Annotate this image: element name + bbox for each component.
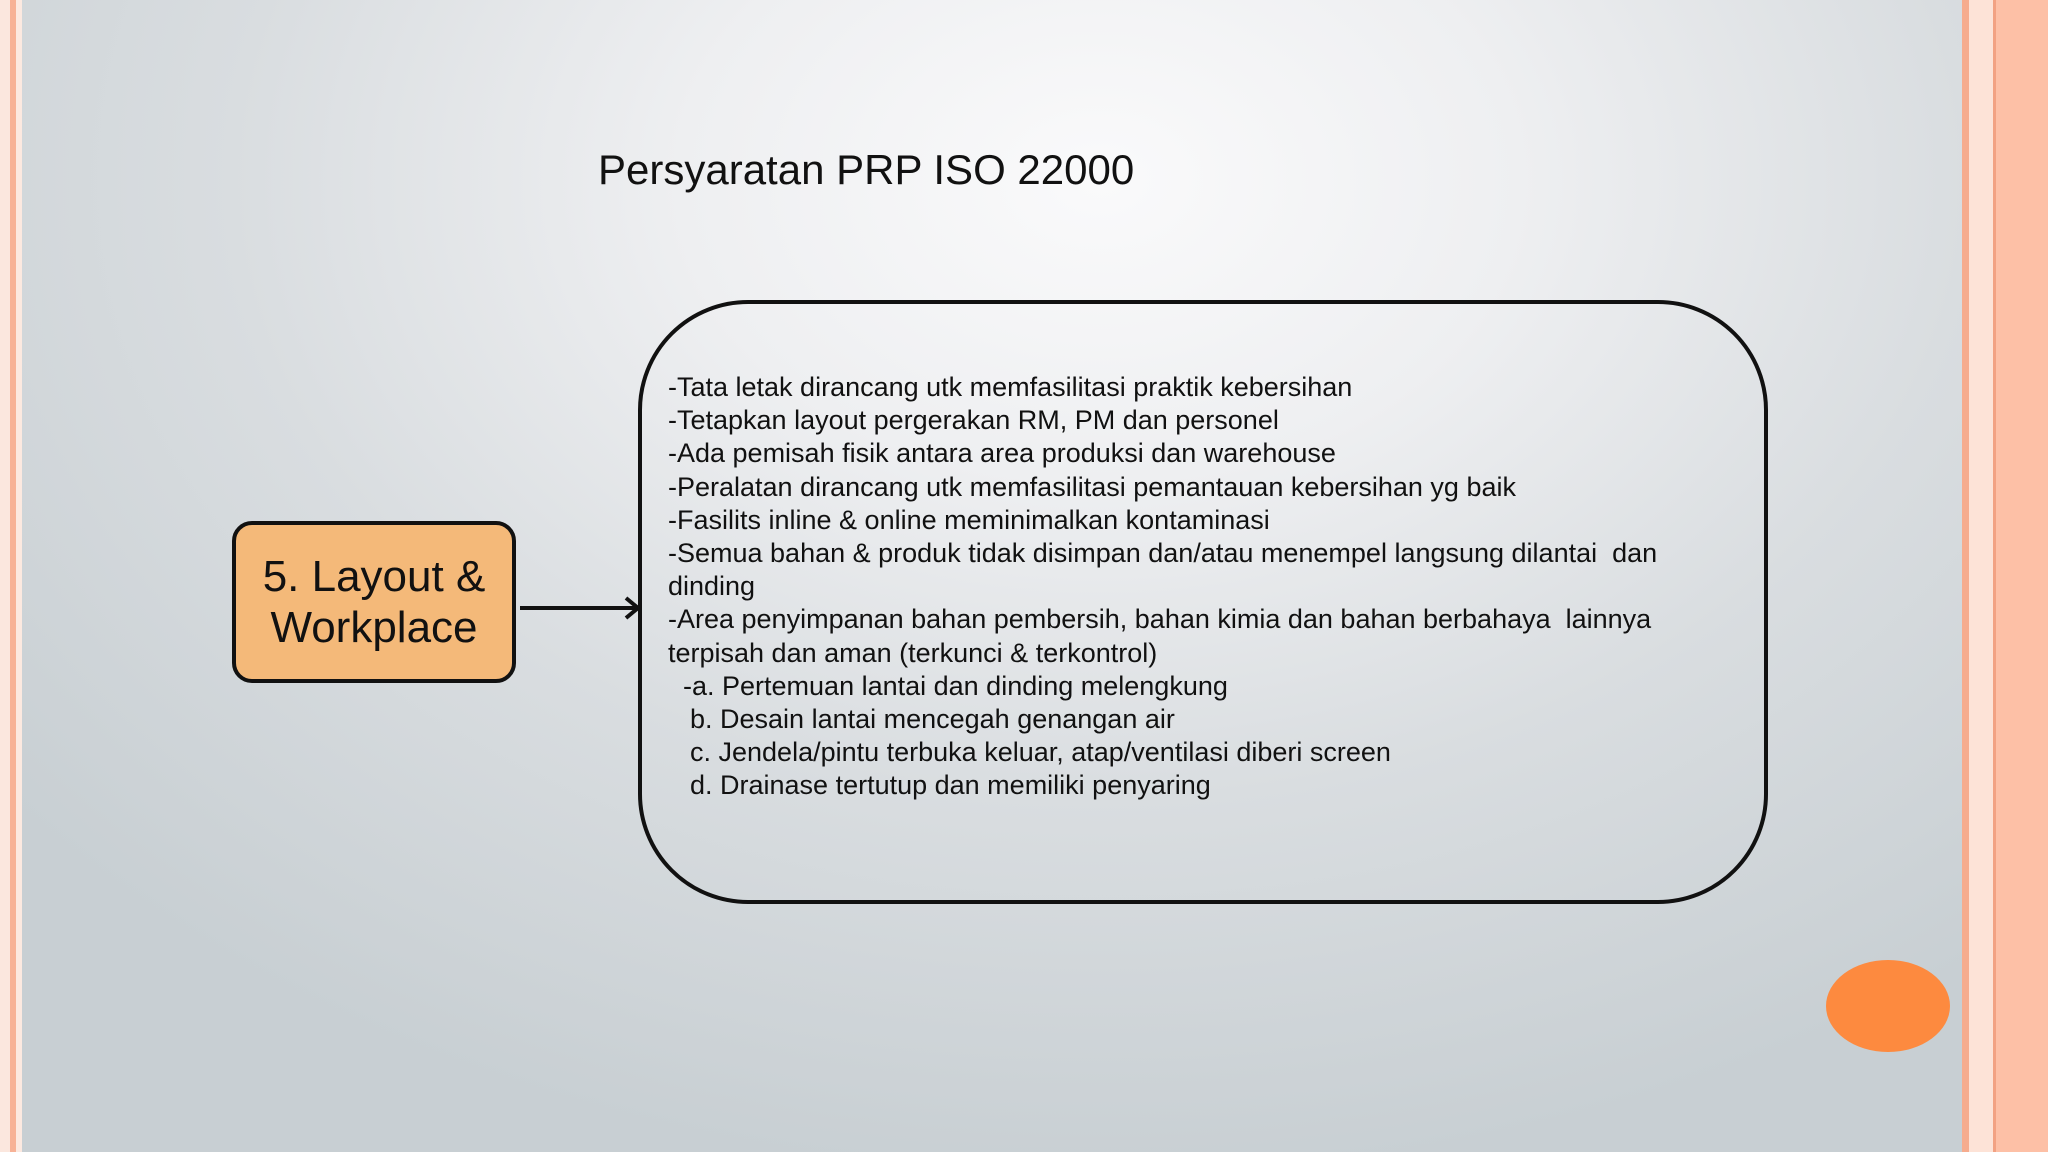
right-border-stripe-light	[1969, 0, 1993, 1152]
section-label-line-2: Workplace	[270, 603, 478, 652]
requirement-subitem: -a. Pertemuan lantai dan dinding melengkung	[683, 670, 1228, 701]
section-label-line-1: 5. Layout &	[262, 552, 486, 601]
section-label-box	[232, 521, 516, 683]
requirement-item: -Tetapkan layout pergerakan RM, PM dan personel	[668, 405, 1279, 436]
requirement-item: -Tata letak dirancang utk memfasilitasi praktik kebersihan	[668, 372, 1353, 402]
requirement-item: -Fasilits inline & online meminimalkan kontaminasi	[668, 504, 1270, 535]
requirement-subitem: d. Drainase tertutup dan memiliki penyaring	[690, 770, 1211, 801]
requirement-item: -Peralatan dirancang utk memfasilitasi pemantauan kebersihan yg baik	[668, 471, 1516, 502]
right-border-stripe	[1996, 0, 2048, 1152]
decorative-orange-circle	[1826, 960, 1950, 1052]
requirement-subitem: c. Jendela/pintu terbuka keluar, atap/ventilasi diberi screen	[690, 737, 1391, 768]
requirement-item-continued: dinding	[668, 571, 756, 602]
requirement-item: -Area penyimpanan bahan pembersih, bahan kimia dan bahan berbahaya lainnya	[668, 604, 1652, 635]
section-label	[263, 551, 486, 653]
requirement-item-continued: terpisah dan aman (terkunci & terkontrol)	[668, 637, 1158, 668]
left-border-stripe-inner	[16, 0, 22, 1152]
arrow-right-icon	[516, 590, 646, 626]
requirement-item: -Semua bahan & produk tidak disimpan dan/atau menempel langsung dilantai dan	[668, 538, 1658, 569]
requirement-item: -Ada pemisah fisik antara area produksi dan warehouse	[668, 438, 1336, 469]
right-border-stripe-thin	[1962, 0, 1969, 1152]
slide-title: Persyaratan PRP ISO 22000	[598, 146, 1135, 193]
requirement-subitem: b. Desain lantai mencegah genangan air	[690, 704, 1175, 735]
left-border-stripe-light	[0, 0, 10, 1152]
requirements-list	[668, 371, 1728, 803]
